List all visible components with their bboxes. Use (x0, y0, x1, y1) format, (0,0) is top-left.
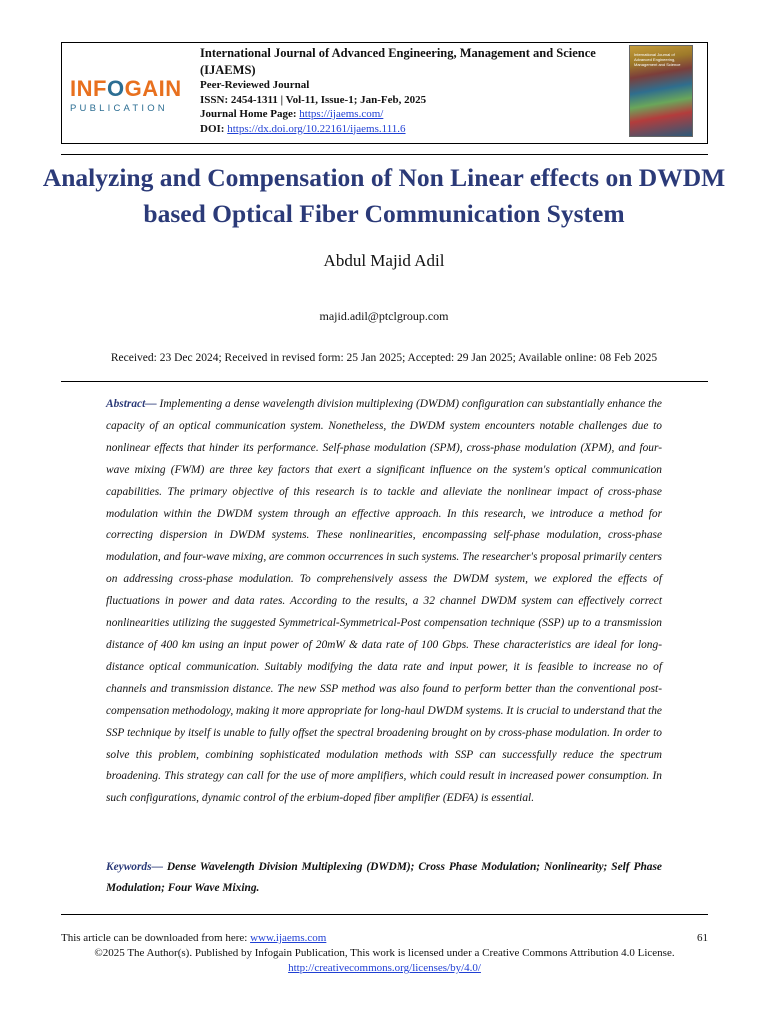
keywords-text: Dense Wavelength Division Multiplexing (DWDM); Cross Phase Modulation; Nonlinearity; Self Phase Modulation; Four Wave Mixing. (106, 861, 662, 894)
journal-header (61, 42, 708, 144)
cover-title: International Journal of Advanced Engineering, Management and Science (634, 52, 681, 67)
logo-text-o: O (106, 76, 125, 101)
license-text: ©2025 The Author(s). Published by Infogain Publication, This work is licensed under a Creative Commons Attribution 4.0 License. (94, 947, 675, 959)
publisher-logo (70, 77, 188, 117)
download-label: This article can be downloaded from here: (61, 932, 248, 944)
abstract-label: Abstract— (106, 398, 157, 410)
home-label: Journal Home Page: (200, 108, 297, 120)
dates-divider (61, 381, 708, 382)
journal-name: International Journal of Advanced Engineering, Management and Science (IJAEMS) (200, 46, 596, 77)
keywords-label: Keywords— (106, 861, 163, 873)
doi (200, 122, 620, 137)
abstract (106, 394, 662, 810)
logo-text-b: GAIN (124, 76, 182, 101)
journal-home (200, 107, 620, 122)
abstract-text: Implementing a dense wavelength division multiplexing (DWDM) configuration can substantially enhance the capacity of an optical communication system. Nonetheless, the DWDM system encounters notable challenges due to nonlinear effects that hinder its performance. Self-phase modulation (SPM), cross-phase modulation (XPM), and four-wave mixing (FWM) are three key factors that exert a significant influence on the system's optical communication capabilities. The primary objective of this research is to tackle and alleviate the nonlinear impact of cross-phase modulation within the DWDM system through an effective approach. In this research, we introduce a method for correcting dispersion in DWDM systems. These nonlinearities, encompassing self-phase modulation, cross-phase modulation, and four-wave mixing, are common occurrences in such systems. The researcher's proposal primarily centers on addressing cross-phase modulation. To comprehensively assess the DWDM system, we explored the effects of fluctuations in power and data rates. According to the results, a 32 channel DWDM system can effectively correct nonlinearities utilizing the suggested Symmetrical-Symmetrical-Post compensation technique (SSP) up to a transmission distance of 400 km using an input power of 20mW & data rate of 100 Gbps. These characteristics are ideal for long-distance optical communication. Suitably modifying the data rate and input power, it is feasible to increase no of channels and transmission distance. The new SSP method was also found to perform better than the conventional post-compensation methodology, making it more appropriate for long-haul DWDM systems. It is crucial to understand that the SSP technique by itself is unable to fully offset the spectral broadening brought on by cross-phase modulation. In order to solve this problem, combining sophisticated modulation methods with SSP can successfully reduce the spectrum broadening. This strategy can call for the use of more amplifiers, which could result in increased power consumption. In such configurations, dynamic control of the erbium-doped fiber amplifier (EDFA) is essential. (106, 398, 662, 805)
paper-title: Analyzing and Compensation of Non Linear effects on DWDM based Optical Fiber Communication System (42, 163, 726, 228)
footer-divider (61, 914, 708, 915)
doi-link[interactable]: https://dx.doi.org/10.22161/ijaems.111.6 (227, 122, 406, 135)
issn: ISSN: 2454-1311 | Vol-11, Issue-1; Jan-Feb, 2025 (200, 93, 427, 106)
license-link[interactable]: http://creativecommons.org/licenses/by/4.0/ (288, 962, 481, 974)
author-email: majid.adil@ptclgroup.com (319, 309, 449, 323)
keywords (106, 857, 662, 899)
header-divider (61, 154, 708, 155)
article-dates: Received: 23 Dec 2024; Received in revised form: 25 Jan 2025; Accepted: 29 Jan 2025; Available online: 08 Feb 2025 (110, 352, 658, 364)
download-link[interactable]: www.ijaems.com (250, 932, 327, 944)
logo-subtitle: PUBLICATION (70, 103, 168, 114)
page-number: 61 (697, 932, 708, 944)
author-name: Abdul Majid Adil (323, 251, 445, 270)
doi-label: DOI: (200, 122, 225, 135)
peer-reviewed: Peer-Reviewed Journal (200, 79, 310, 91)
home-link[interactable]: https://ijaems.com/ (299, 108, 384, 120)
logo-text-a: INF (70, 76, 107, 101)
page-footer (61, 931, 708, 976)
journal-cover-image (629, 45, 693, 137)
journal-info (200, 45, 620, 136)
